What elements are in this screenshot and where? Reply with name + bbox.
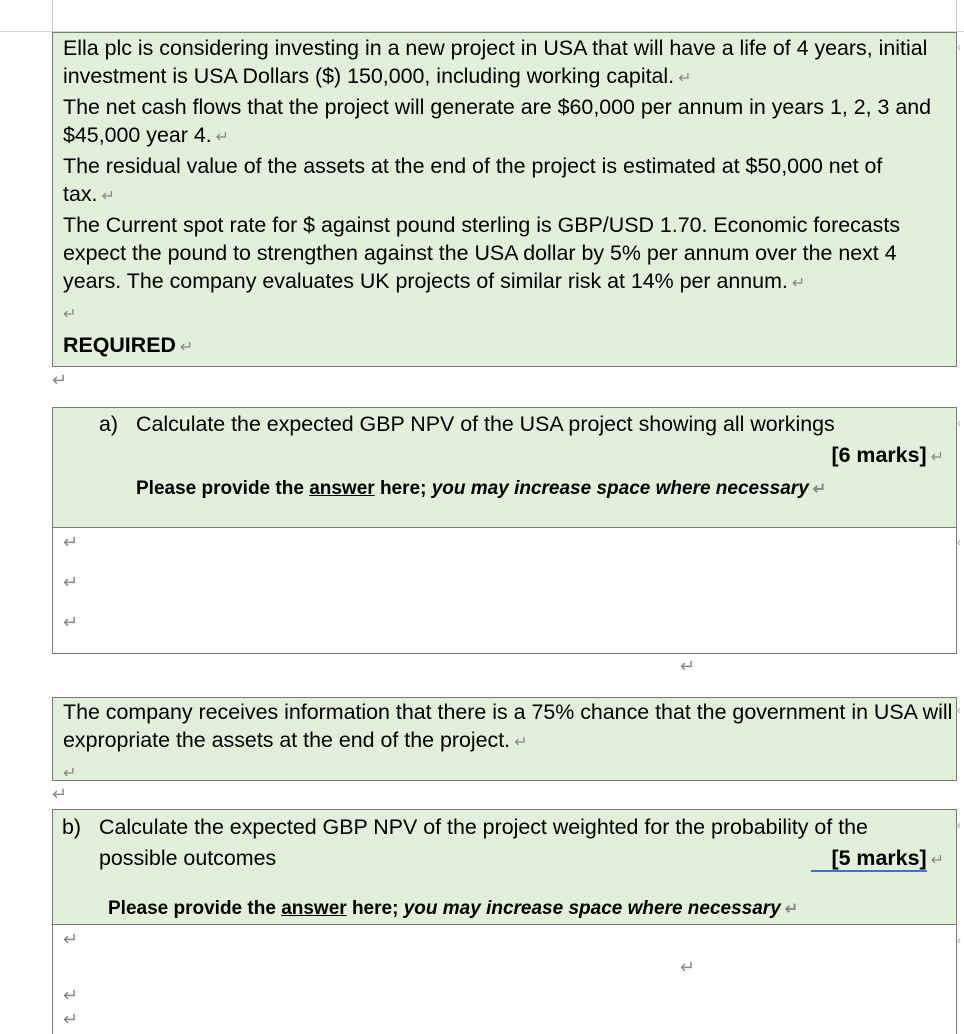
paragraph-mark-icon: ↵ <box>791 275 806 292</box>
required-heading: REQUIRED ↵ <box>63 333 194 357</box>
paragraph-mark-icon: ↵ <box>930 449 944 466</box>
paragraph-mark-icon: ↵ <box>63 306 77 323</box>
question-b-label: b) <box>62 815 82 839</box>
intro-empty-line <box>63 298 946 329</box>
paragraph-mark-icon: ↵ <box>812 481 827 498</box>
question-a-text: a) Calculate the expected GBP NPV of the USA project showing all workings <box>99 412 835 436</box>
paragraph-mark-icon: ↵ <box>63 985 79 1005</box>
info-box <box>52 697 957 781</box>
info-empty-line <box>63 757 946 788</box>
paragraph-mark-icon: ↵ <box>101 188 115 205</box>
question-a-answer-prompt: Please provide the answer here; you may increase space where necessary ↵ <box>136 478 827 499</box>
previous-page-table-frame <box>52 0 957 31</box>
paragraph-mark-icon: ↵ <box>63 929 79 949</box>
paragraph-mark-icon: ↵ <box>63 532 79 552</box>
question-b-box <box>52 809 957 925</box>
intro-paragraph-1: Ella plc is considering investing in a new project in USA that will have a life of 4 years, initial investment is USA Dollars ($) 150,000, including working capital. ↵ <box>63 36 928 88</box>
intro-paragraph-4: The Current spot rate for $ against pound sterling is GBP/USD 1.70. Economic forecasts expect the pound to strengthen against the USA dollar by 5% per annum over the next 4 years. The company evaluates UK projects of similar risk at 14% per annum. ↵ <box>63 213 901 293</box>
question-b-marks-line <box>811 843 944 876</box>
cell-end-marker: ‹ <box>957 818 961 832</box>
paragraph-mark-icon: ↵ <box>52 370 68 390</box>
paragraph-mark-icon: ↵ <box>784 901 799 918</box>
cell-end-marker: ‹ <box>957 535 961 549</box>
answer-a-area[interactable] <box>52 527 957 654</box>
intro-box <box>52 32 957 367</box>
paragraph-mark-icon: ↵ <box>52 784 68 804</box>
cell-end-marker: ‹ <box>957 40 961 54</box>
paragraph-mark-icon: ↵ <box>930 852 944 869</box>
cell-end-marker: ‹ <box>957 416 961 430</box>
paragraph-mark-icon: ↵ <box>678 70 692 87</box>
paragraph-mark-icon: ↵ <box>680 957 696 977</box>
question-b-answer-prompt: Please provide the answer here; you may increase space where necessary ↵ <box>108 898 799 919</box>
info-text: The company receives information that there is a 75% chance that the government in USA will expropriate the assets at the end of the project. ↵ <box>63 700 953 752</box>
question-a-marks: [6 marks] <box>831 443 927 467</box>
question-b-text: b) Calculate the expected GBP NPV of the project weighted for the probability of the possible outcomes <box>99 812 911 874</box>
intro-paragraph-2: The net cash flows that the project will generate are $60,000 per annum in years 1, 2, 3 and $45,000 year 4. ↵ <box>63 95 932 147</box>
paragraph-mark-icon: ↵ <box>215 129 230 146</box>
paragraph-mark-icon: ↵ <box>63 765 77 782</box>
paragraph-mark-icon: ↵ <box>63 612 79 632</box>
answer-b-area[interactable] <box>52 924 957 1034</box>
question-a-label: a) <box>99 412 119 436</box>
paragraph-mark-icon: ↵ <box>514 734 528 751</box>
question-b-marks: [5 marks] <box>811 846 926 872</box>
paragraph-mark-icon: ↵ <box>680 656 696 676</box>
paragraph-mark-icon: ↵ <box>63 572 79 592</box>
paragraph-mark-icon: ↵ <box>179 339 194 356</box>
question-a-box <box>52 407 957 528</box>
intro-paragraph-3: The residual value of the assets at the end of the project is estimated at $50,000 net of tax. ↵ <box>63 154 883 206</box>
question-a-marks-line <box>831 441 944 472</box>
cell-end-marker: ‹ <box>957 703 961 717</box>
cell-end-marker: ‹ <box>957 933 961 947</box>
paragraph-mark-icon: ↵ <box>63 1009 79 1029</box>
